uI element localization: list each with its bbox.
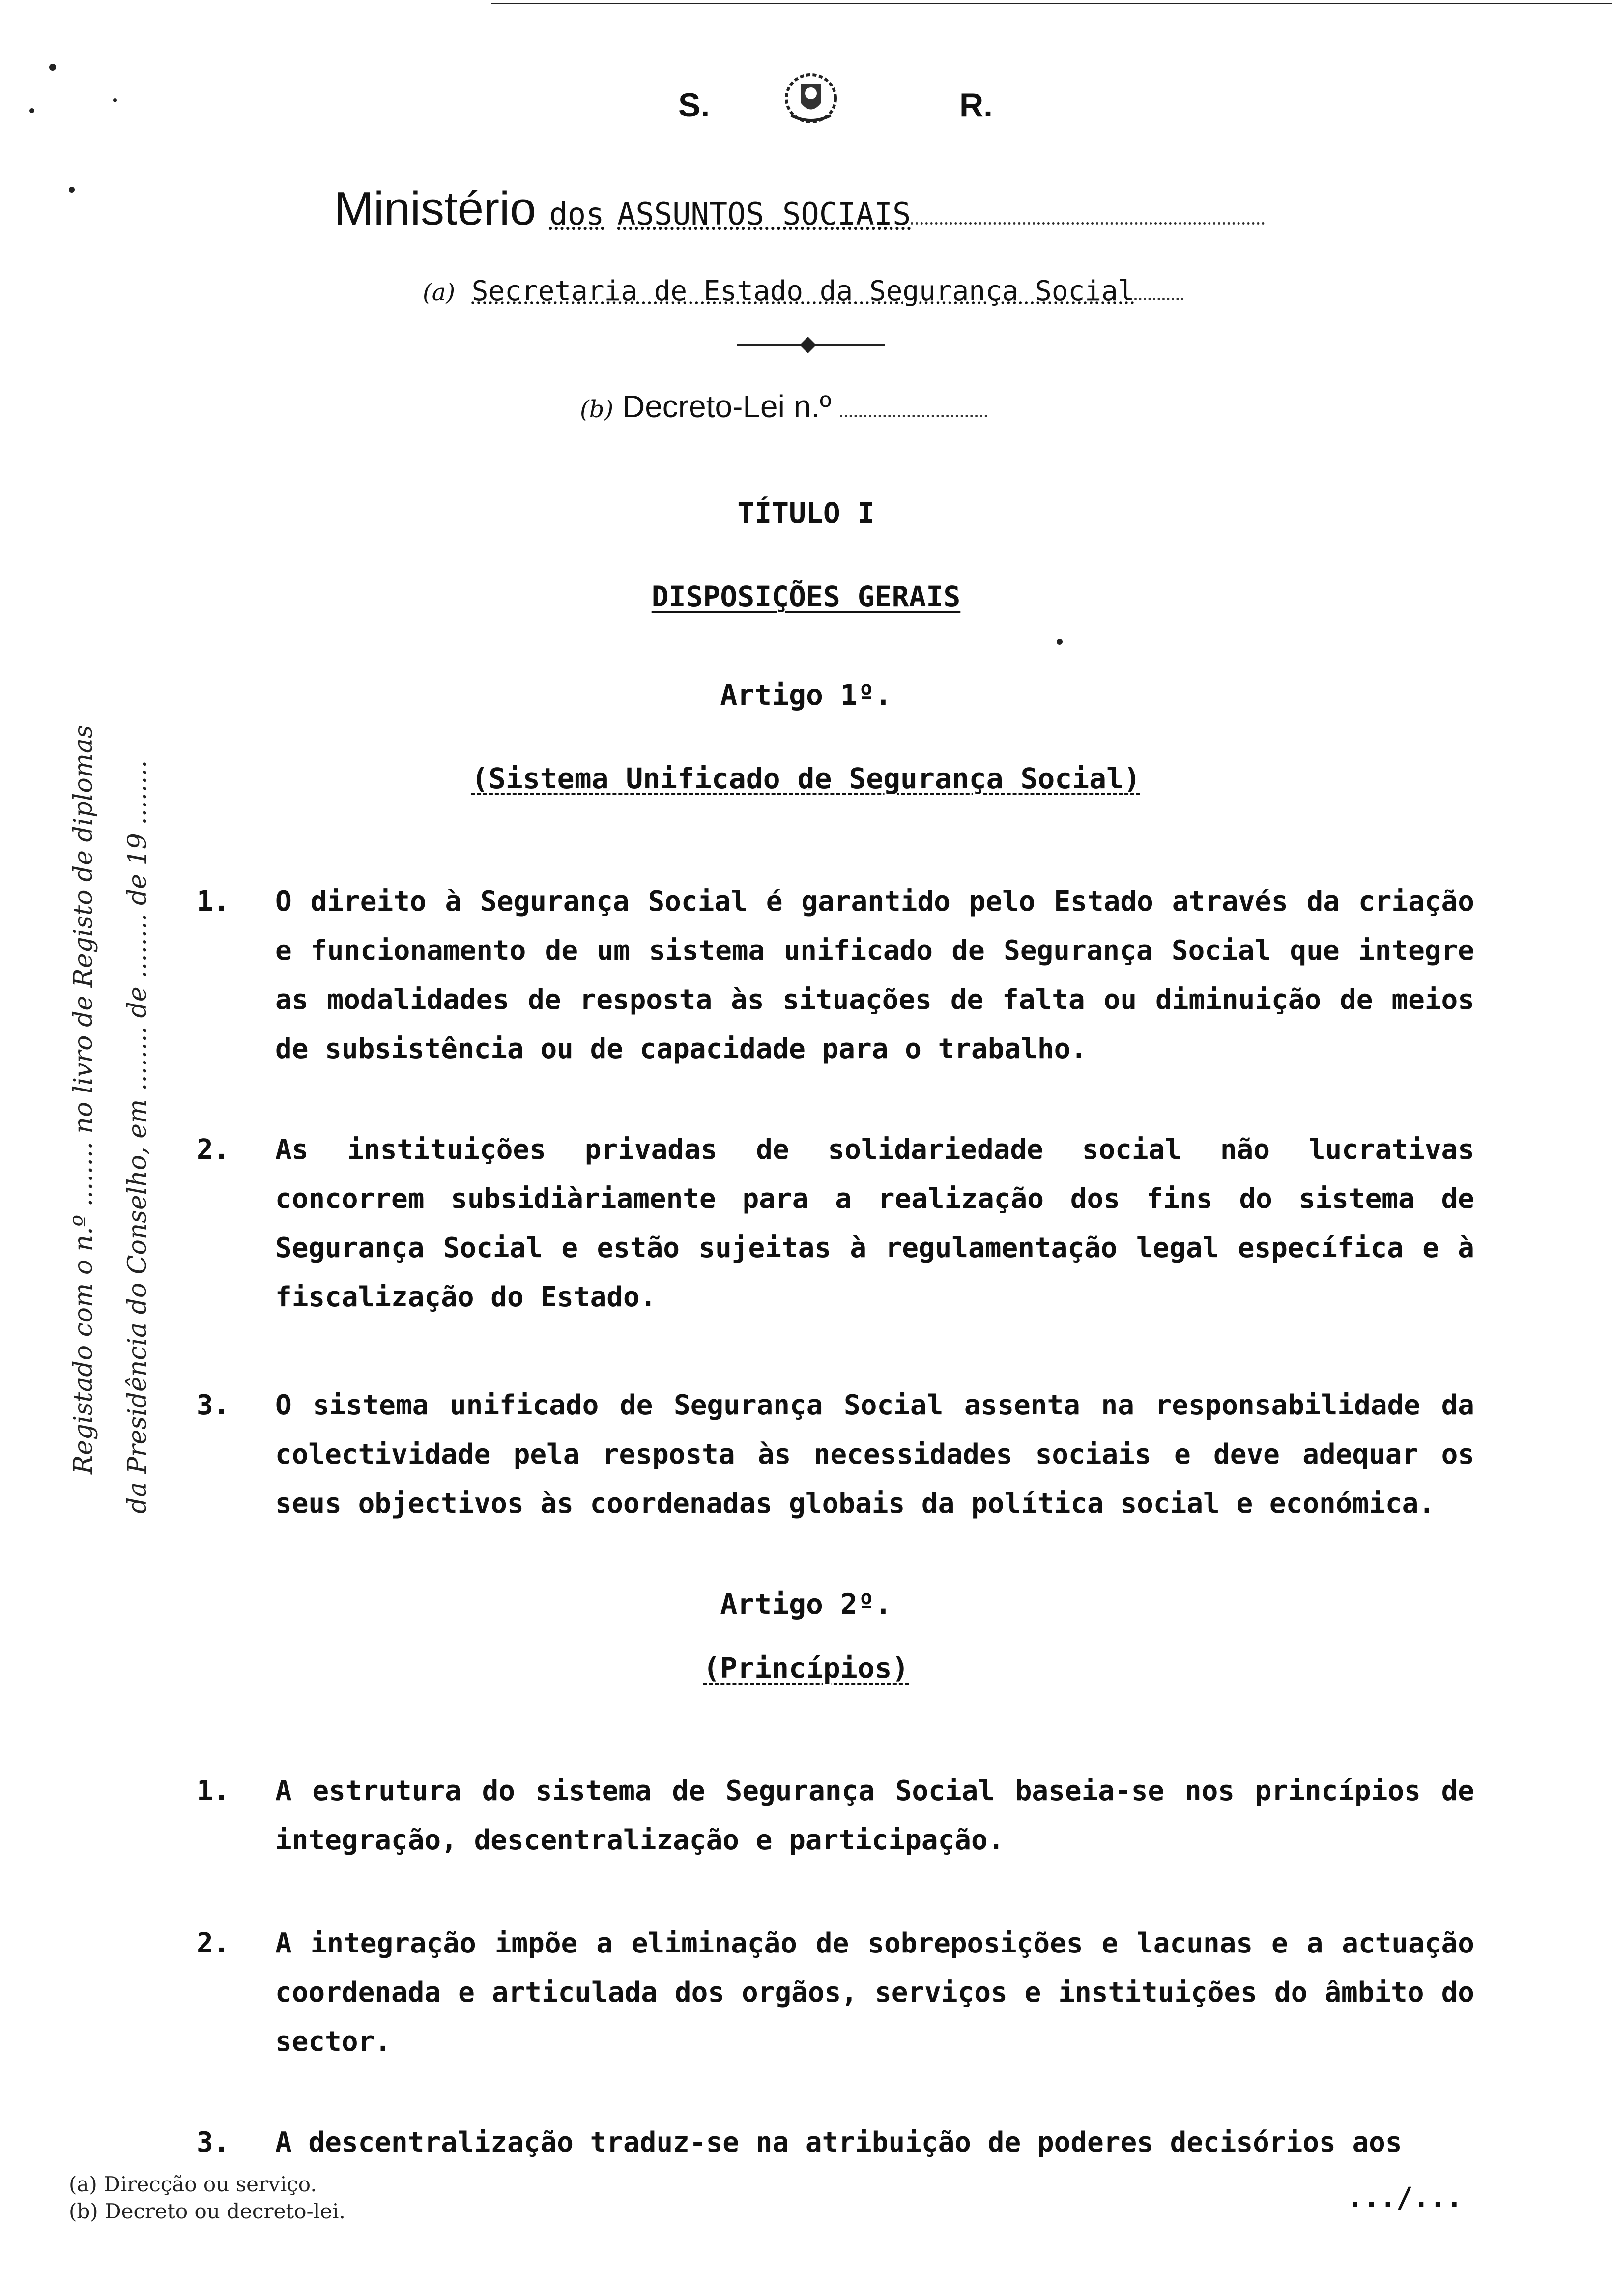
header-right-letter: R. bbox=[959, 86, 993, 124]
paragraph-text: O sistema unificado de Segurança Social assenta na responsabilidade da colectividade pela resposta às necessidades sociais e deve adequar os seus objectivos às coordenadas globais da política social e económica. bbox=[275, 1389, 1474, 1520]
paragraph-text: As instituições privadas de solidariedade social não lucrativas concorrem subsidiàriamente para a realização dos fins do sistema de Segurança Social e estão sujeitas à regulamentação legal específica e à fiscalização do Estado. bbox=[275, 1134, 1474, 1313]
decreto-fill-line bbox=[840, 415, 987, 417]
paragraph-text: O direito à Segurança Social é garantido pelo Estado através da criação e funcionamento de um sistema unificado de Segurança Social que integre as modalidades de resposta às situações de falta ou diminuição de meios de subsistência ou de capacidade para o trabalho. bbox=[275, 886, 1474, 1065]
scan-speck bbox=[69, 187, 75, 193]
ministry-fill-line bbox=[911, 222, 1265, 225]
ornament-diamond-icon bbox=[800, 337, 816, 353]
decreto-marker: (b) bbox=[580, 396, 614, 423]
top-rule bbox=[491, 3, 1612, 4]
section-heading-text: DISPOSIÇÕES GERAIS bbox=[651, 580, 961, 613]
section-heading bbox=[0, 580, 1612, 613]
secretaria-line bbox=[423, 275, 1183, 307]
paragraph-text: A estrutura do sistema de Segurança Social baseia-se nos princípios de integração, descentralização e participação. bbox=[275, 1775, 1474, 1856]
titulo-heading: TÍTULO I bbox=[737, 496, 875, 530]
coat-of-arms-icon bbox=[781, 69, 840, 128]
footnote-a: (a) Direcção ou serviço. bbox=[69, 2172, 317, 2196]
continuation-mark: .../... bbox=[1347, 2182, 1463, 2214]
footnote-b: (b) Decreto ou decreto-lei. bbox=[69, 2199, 345, 2223]
paragraph-number: 1. bbox=[197, 1775, 230, 1807]
paragraph-number: 3. bbox=[197, 1389, 230, 1421]
paragraph-number: 2. bbox=[197, 1927, 230, 1959]
paragraph-text: A descentralização traduz-se na atribuição de poderes decisórios aos bbox=[275, 2126, 1402, 2158]
decreto-line bbox=[580, 388, 987, 425]
scan-speck bbox=[113, 98, 117, 102]
article-1-subtitle-text: (Sistema Unificado de Segurança Social) bbox=[471, 762, 1141, 795]
header-left-letter: S. bbox=[678, 86, 710, 124]
article-2-heading: Artigo 2º. bbox=[720, 1587, 892, 1621]
ministry-name: ASSUNTOS SOCIAIS bbox=[617, 196, 911, 232]
paragraph-number: 3. bbox=[197, 2126, 230, 2158]
article-1-heading: Artigo 1º. bbox=[720, 678, 892, 712]
margin-registration-line-1: Registado com o n.º ........ no livro de Registo de diplomas bbox=[69, 725, 98, 1474]
ministry-line bbox=[334, 182, 1265, 236]
ministry-prefix: Ministério bbox=[334, 182, 536, 235]
article-1-subtitle bbox=[0, 762, 1612, 795]
secretaria-text: Secretaria de Estado da Segurança Social bbox=[471, 275, 1135, 307]
secretaria-fill-line bbox=[1134, 298, 1183, 300]
ministry-name-prefix: dos bbox=[549, 196, 604, 232]
paragraph-text: A integração impõe a eliminação de sobreposições e lacunas e a actuação coordenada e articulada dos orgãos, serviços e instituições do âmbito do sector. bbox=[275, 1927, 1474, 2058]
paragraph-number: 2. bbox=[197, 1134, 230, 1166]
secretaria-marker: (a) bbox=[423, 279, 456, 306]
margin-registration-line-2: da Presidência do Conselho, em ........ de ........ de 19 ........ bbox=[123, 760, 152, 1514]
scan-speck bbox=[29, 108, 34, 113]
article-2-subtitle bbox=[0, 1651, 1612, 1685]
paragraph-number: 1. bbox=[197, 886, 230, 918]
article-2-subtitle-text: (Princípios) bbox=[703, 1651, 909, 1685]
scan-speck bbox=[49, 64, 56, 71]
decreto-text: Decreto-Lei n.º bbox=[622, 389, 832, 424]
scan-speck bbox=[1057, 639, 1063, 645]
